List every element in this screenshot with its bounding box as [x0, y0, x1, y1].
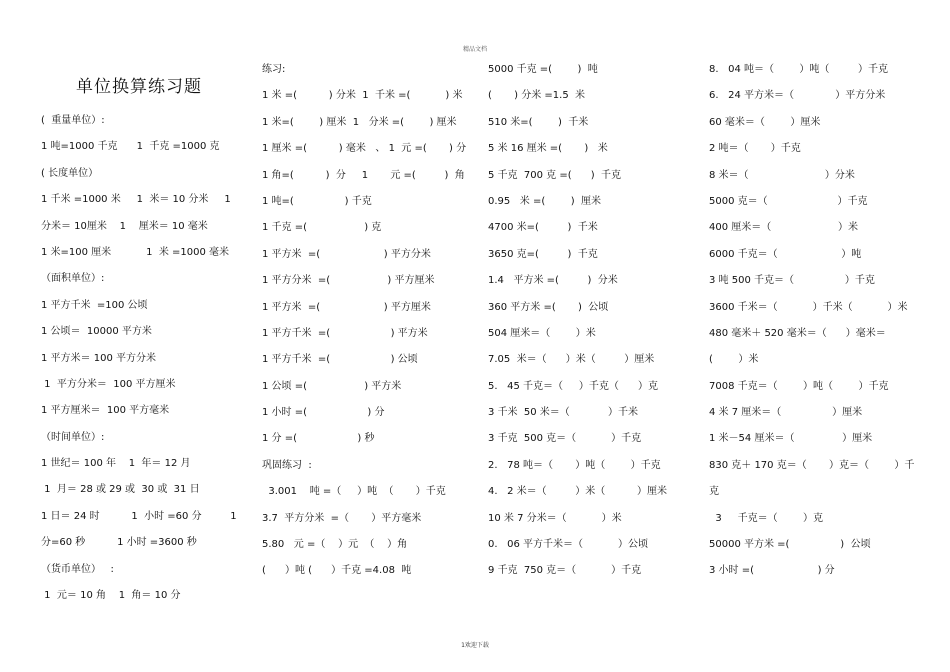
exercise-line: 1 千米 =1000 米 1 米＝ 10 分米 1	[41, 194, 231, 206]
exercise-line: 360 平方米 =( ) 公顷	[488, 301, 609, 313]
exercise-line: 3.7 平方分米 =（ ）平方毫米	[262, 512, 422, 524]
exercise-line: 1 角=( ) 分 1 元 =( ) 角	[262, 169, 465, 181]
exercise-line: 1 平方米 =( ) 平方厘米	[262, 301, 431, 313]
exercise-line: 分米＝ 10厘米 1 厘米＝ 10 毫米	[41, 220, 208, 232]
exercise-line: 7008 千克＝（ ）吨（ ）千克	[709, 380, 889, 392]
exercise-line: 1 吨=( ) 千克	[262, 195, 372, 207]
exercise-line: 1 平方千米 =( ) 公顷	[262, 354, 418, 366]
exercise-line: 1 小时 =( ) 分	[262, 407, 385, 419]
exercise-line: ( 重量单位）:	[41, 115, 105, 126]
exercise-line: 5000 克＝（ ）千克	[709, 195, 868, 207]
exercise-line: 5 千克 700 克 =( ) 千克	[488, 169, 621, 181]
exercise-line: 5. 45 千克＝（ ）千克（ ）克	[488, 380, 658, 392]
exercise-line: 分=60 秒 1 小时 =3600 秒	[41, 537, 197, 549]
exercise-line: 1 元＝ 10 角 1 角＝ 10 分	[41, 590, 181, 602]
exercise-line: 1 吨=1000 千克 1 千克 =1000 克	[41, 141, 220, 153]
exercise-line: 1 米 =( ) 分米 1 千米 =( ) 米	[262, 90, 463, 102]
exercise-line: ( ) 分米 =1.5 米	[488, 90, 586, 102]
exercise-line: 6. 24 平方米＝（ ）平方分米	[709, 90, 886, 102]
exercise-line: 练习:	[262, 64, 286, 75]
exercise-line: 60 毫米＝（ ）厘米	[709, 116, 821, 128]
column-practice	[262, 57, 477, 585]
exercise-line: 1 米－54 厘米＝（ ）厘米	[709, 433, 873, 445]
exercise-line: 1 平方米＝ 100 平方分米	[41, 352, 156, 364]
exercise-line: 5 米 16 厘米 =( ) 米	[488, 143, 608, 155]
exercise-line: 400 厘米＝（ ）米	[709, 222, 859, 234]
exercise-line: 1 公顷＝ 10000 平方米	[41, 326, 152, 338]
exercise-line: 504 厘米＝（ ）米	[488, 327, 596, 339]
exercise-line: 3 千米 50 米＝（ ）千米	[488, 407, 638, 419]
column-exercises-a	[488, 57, 703, 585]
exercise-line: 6000 千克＝（ ）吨	[709, 248, 862, 260]
exercise-line: 510 米=( ) 千米	[488, 116, 589, 128]
page-title: 单位换算练习题	[76, 77, 202, 97]
exercise-line: 1 米=100 厘米 1 米 =1000 毫米	[41, 246, 230, 258]
exercise-line: （面积单位）:	[41, 273, 105, 285]
exercise-line: 1 平方千米 =100 公顷	[41, 299, 148, 311]
column-exercises-b	[709, 57, 914, 585]
exercise-line: （时间单位）:	[41, 431, 105, 443]
exercise-line: 1 厘米 =( ) 毫米 、 1 元 =( ) 分	[262, 143, 467, 155]
exercise-line: 8. 04 吨＝（ ）吨（ ）千克	[709, 64, 889, 75]
exercise-line: 巩固练习 :	[262, 459, 312, 471]
exercise-line: 1 分 =( ) 秒	[262, 433, 375, 445]
exercise-line: 3 小时 =( ) 分	[709, 565, 835, 577]
exercise-line: 3 吨 500 千克＝（ ）千克	[709, 275, 875, 287]
exercise-line: 1 米=( ) 厘米 1 分米 =( ) 厘米	[262, 116, 457, 128]
exercise-line: 1 平方千米 =( ) 平方米	[262, 327, 428, 339]
exercise-line: 1 公顷 =( ) 平方米	[262, 380, 402, 392]
exercise-line: 5.80 元 =（ ）元 （ ）角	[262, 539, 408, 551]
exercise-line: 480 毫米＋ 520 毫米＝（ ）毫米＝	[709, 327, 886, 339]
exercise-line: 3.001 吨 =（ ）吨 （ ）千克	[262, 486, 446, 498]
exercise-line: （货币单位） :	[41, 563, 114, 575]
exercise-line: 克	[709, 486, 719, 498]
exercise-line: 3 千克 500 克＝（ ）千克	[488, 433, 642, 445]
exercise-line: 5000 千克 =( ) 吨	[488, 64, 598, 75]
exercise-line: 1 平方分米 =( ) 平方厘米	[262, 275, 435, 287]
page-footer: 1欢迎下载	[461, 642, 489, 649]
exercise-line: 1 平方分米＝ 100 平方厘米	[41, 378, 176, 390]
exercise-line: 2 吨＝（ ）千克	[709, 143, 801, 155]
exercise-line: 1.4 平方米 =( ) 分米	[488, 275, 618, 287]
exercise-line: ( 长度单位）	[41, 167, 99, 179]
exercise-line: 1 日＝ 24 时 1 小时 =60 分 1	[41, 510, 237, 522]
exercise-line: 1 千克 =( ) 克	[262, 222, 382, 234]
exercise-line: 0. 06 平方千米＝（ ）公顷	[488, 539, 648, 551]
exercise-line: 8 米＝（ ）分米	[709, 169, 855, 181]
exercise-line: 1 平方厘米＝ 100 平方毫米	[41, 405, 170, 417]
exercise-line: 3650 克=( ) 千克	[488, 248, 598, 260]
exercise-line: 1 月＝ 28 或 29 或 30 或 31 日	[41, 484, 200, 496]
exercise-line: 10 米 7 分米＝（ ）米	[488, 512, 622, 524]
exercise-line: 4700 米=( ) 千米	[488, 222, 598, 234]
exercise-line: 1 平方米 =( ) 平方分米	[262, 248, 431, 260]
exercise-line: 4. 2 米＝（ ）米（ ）厘米	[488, 486, 668, 498]
exercise-line: 2. 78 吨＝（ ）吨（ ）千克	[488, 459, 661, 471]
page-header: 精品文档	[462, 46, 487, 53]
exercise-line: 9 千克 750 克＝（ ）千克	[488, 565, 642, 577]
exercise-line: 3600 千米＝（ ）千米（ ）米	[709, 301, 908, 313]
exercise-line: 1 世纪＝ 100 年 1 年＝ 12 月	[41, 458, 191, 470]
exercise-line: 50000 平方米 =( ) 公顷	[709, 539, 871, 551]
exercise-line: 4 米 7 厘米＝（ ）厘米	[709, 407, 863, 419]
exercise-line: 3 千克＝（ ）克	[709, 512, 824, 524]
exercise-line: 830 克＋ 170 克＝（ ）克＝（ ）千	[709, 459, 915, 471]
exercise-line: ( ）吨 ( ）千克 =4.08 吨	[262, 565, 412, 577]
exercise-line: 0.95 米 =( ) 厘米	[488, 195, 601, 207]
exercise-line: 7.05 米＝（ ）米（ ）厘米	[488, 354, 655, 366]
exercise-line: ( ）米	[709, 354, 759, 366]
column-reference-units	[41, 108, 251, 609]
